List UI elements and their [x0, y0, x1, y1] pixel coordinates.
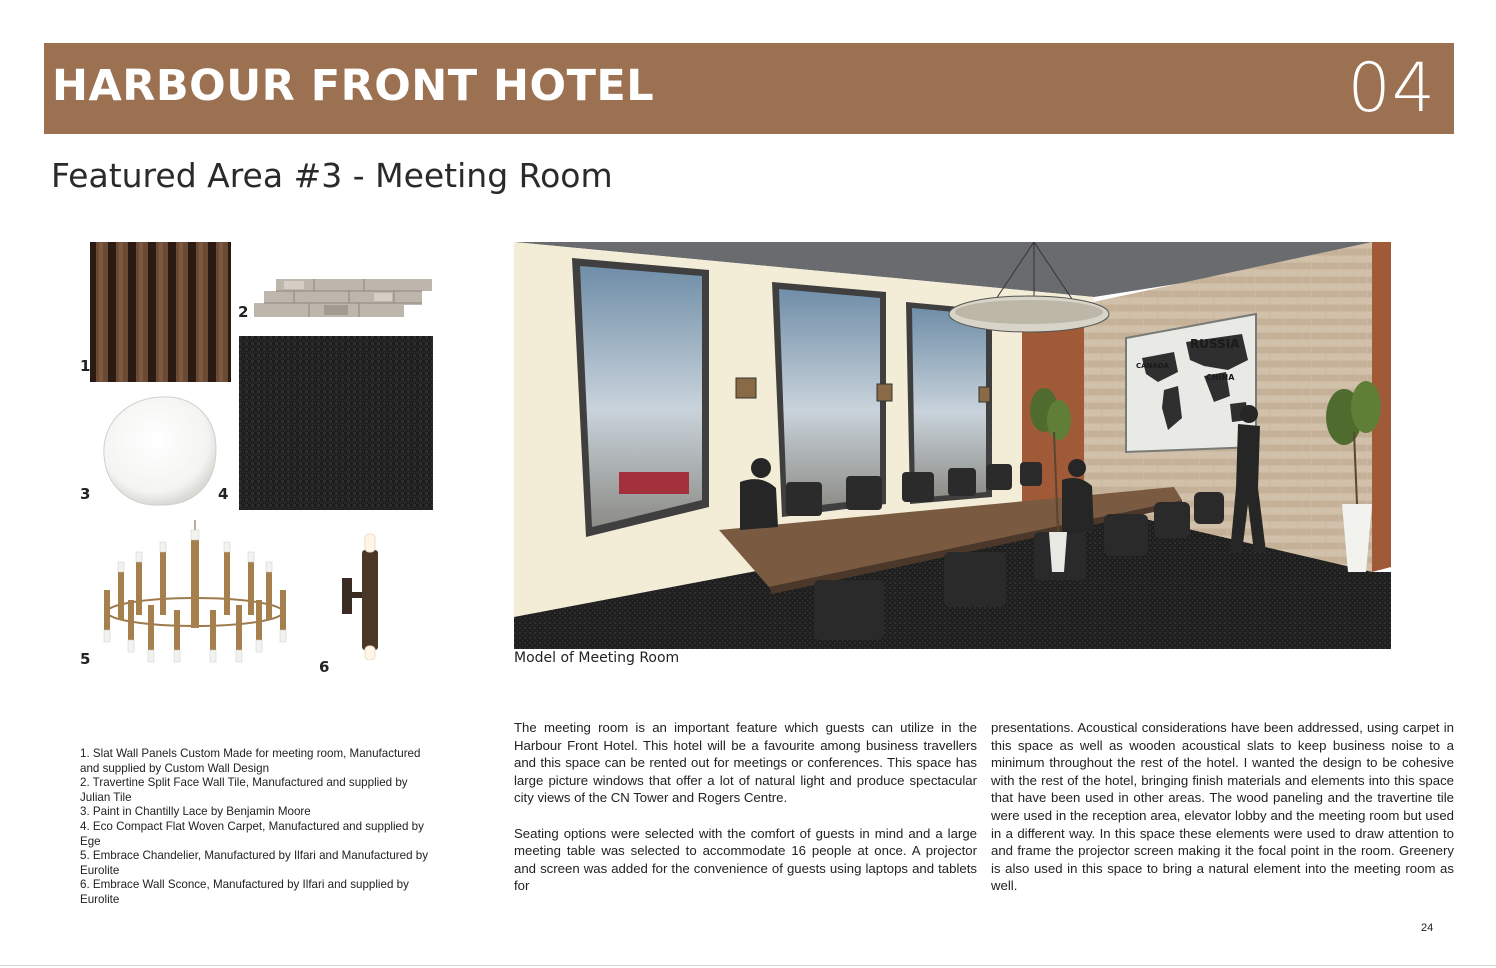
material-number-5: 5 — [80, 650, 91, 668]
header-banner — [44, 43, 1454, 134]
material-number-6: 6 — [319, 658, 330, 676]
body-column-1 — [514, 719, 977, 895]
map-label-russia: RUSSIA — [1190, 337, 1240, 351]
body-column-2 — [991, 719, 1454, 895]
travertine-tile-swatch — [254, 279, 432, 319]
meeting-room-render — [514, 242, 1391, 649]
paint-swatch — [100, 393, 220, 510]
map-label-canada: CANADA — [1136, 362, 1170, 370]
render-caption: Model of Meeting Room — [514, 650, 680, 666]
legend-item: 2. Travertine Split Face Wall Tile, Manufactured and supplied by Julian Tile — [80, 776, 408, 804]
carpet-swatch — [239, 336, 433, 510]
body-paragraph: The meeting room is an important feature which guests can utilize in the Harbour Front Hotel. This hotel will be a favourite among business travellers and this space can be rented out for meetings or conferences. This space has large picture windows that offer a lot of natural light and produce spectacular city views of the CN Tower and Rogers Centre. — [514, 720, 977, 806]
materials-legend — [80, 747, 440, 908]
page-subtitle: Featured Area #3 - Meeting Room — [51, 156, 613, 195]
legend-item: 1. Slat Wall Panels Custom Made for meeting room, Manufactured and supplied by Custom Wall Design — [80, 747, 421, 775]
material-number-4: 4 — [218, 485, 229, 503]
legend-item: 6. Embrace Wall Sconce, Manufactured by Ilfari and supplied by Eurolite — [80, 878, 409, 906]
material-number-3: 3 — [80, 485, 91, 503]
legend-item: 4. Eco Compact Flat Woven Carpet, Manufactured and supplied by Ege — [80, 819, 424, 848]
material-number-1: 1 — [80, 357, 91, 375]
wall-sconce-swatch — [340, 530, 384, 660]
slat-wall-swatch — [90, 242, 231, 382]
material-number-2: 2 — [238, 303, 249, 321]
legend-item: 5. Embrace Chandelier, Manufactured by Ilfari and Manufactured by Eurolite — [80, 849, 429, 877]
hotel-title: HARBOUR FRONT HOTEL — [52, 61, 655, 111]
map-label-china: CHINA — [1206, 373, 1235, 382]
page-number: 24 — [1421, 922, 1434, 934]
section-number: 04 — [1347, 49, 1436, 128]
body-paragraph: Seating options were selected with the comfort of guests in mind and a large meeting table was selected to accommodate 16 people at once. A projector and screen was added for the convenience of guests using laptops and tablets for — [514, 825, 977, 894]
chandelier-swatch — [100, 520, 290, 665]
page-bottom-divider — [0, 965, 1496, 966]
legend-item: 3. Paint in Chantilly Lace by Benjamin Moore — [80, 805, 311, 819]
body-paragraph: presentations. Acoustical considerations have been addressed, using carpet in this space as well as wooden acoustical slats to keep business noise to a minimum throughout the rest of the hotel. I wanted the design to be cohesive with the rest of the hotel, bringing finish materials and elements into this space that have been used in other areas. The wood paneling and the travertine tile were used in the reception area, elevator lobby and the meeting room but used in a different way. In this space these elements were used to draw attention to and frame the projector screen making it the focal point in the room. Greenery is also used in this space to bring a natural element into the meeting room as well. — [991, 720, 1454, 894]
meeting-room-illustration — [514, 242, 1391, 649]
